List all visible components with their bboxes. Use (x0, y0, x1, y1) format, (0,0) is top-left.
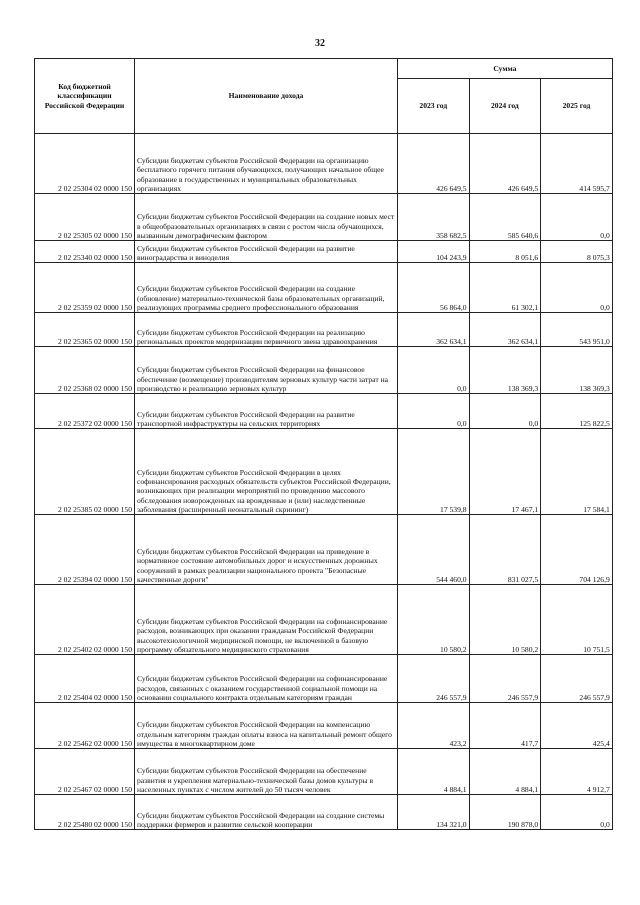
table-row (35, 347, 613, 394)
row-value-2024: 138 369,3 (469, 347, 541, 394)
row-value-2023: 134 321,0 (398, 795, 470, 830)
row-code: 2 02 25402 02 0000 150 (35, 585, 135, 655)
row-code: 2 02 25467 02 0000 150 (35, 749, 135, 795)
row-code: 2 02 25305 02 0000 150 (35, 194, 135, 241)
row-code: 2 02 25385 02 0000 150 (35, 429, 135, 515)
row-code: 2 02 25404 02 0000 150 (35, 655, 135, 703)
row-value-2025: 8 075,3 (541, 241, 613, 263)
row-value-2025: 246 557,9 (541, 655, 613, 703)
row-value-2025: 543 951,0 (541, 313, 613, 347)
row-value-2024: 585 640,6 (469, 194, 541, 241)
row-value-2023: 246 557,9 (398, 655, 470, 703)
row-value-2025: 0,0 (541, 194, 613, 241)
row-value-2023: 104 243,9 (398, 241, 470, 263)
row-value-2024: 8 051,6 (469, 241, 541, 263)
header-name: Наименование дохода (135, 59, 398, 134)
table-row (35, 134, 613, 194)
row-value-2024: 831 027,5 (469, 515, 541, 585)
table-row (35, 795, 613, 830)
header-code: Код бюджетной классификации Российской Федерации (35, 59, 135, 134)
row-code: 2 02 25394 02 0000 150 (35, 515, 135, 585)
row-name: Субсидии бюджетам субъектов Российской Федерации на реализацию региональных проектов модернизации первичного звена здравоохранения (135, 313, 398, 347)
row-name: Субсидии бюджетам субъектов Российской Федерации на создание новых мест в общеобразовательных организациях в связи с ростом числа обучающихся, вызванным демографическим фактором (135, 194, 398, 241)
row-value-2023: 426 649,5 (398, 134, 470, 194)
row-value-2025: 0,0 (541, 263, 613, 313)
row-value-2025: 0,0 (541, 795, 613, 830)
row-value-2024: 4 884,1 (469, 749, 541, 795)
row-value-2023: 10 580,2 (398, 585, 470, 655)
row-value-2023: 4 884,1 (398, 749, 470, 795)
row-value-2025: 4 912,7 (541, 749, 613, 795)
row-code: 2 02 25372 02 0000 150 (35, 394, 135, 429)
row-name: Субсидии бюджетам субъектов Российской Федерации на софинансирование расходов, возникающих при оказании гражданам Российской Федерации высокотехнологичной медицинской помощи, не включенной в базовую программу обязательного медицинского страхования (135, 585, 398, 655)
row-name: Субсидии бюджетам субъектов Российской Федерации на софинансирование расходов, связанных с оказанием государственной социальной помощи на основании социального контракта отдельным категориям граждан (135, 655, 398, 703)
row-value-2025: 425,4 (541, 703, 613, 749)
row-value-2024: 61 302,1 (469, 263, 541, 313)
table-row (35, 703, 613, 749)
table-row (35, 194, 613, 241)
row-name: Субсидии бюджетам субъектов Российской Федерации на организацию бесплатного горячего питания обучающихся, получающих начальное общее образование в государственных и муниципальных образовательных организациях (135, 134, 398, 194)
row-name: Субсидии бюджетам субъектов Российской Федерации на развитие виноградарства и виноделия (135, 241, 398, 263)
row-name: Субсидии бюджетам субъектов Российской Федерации на финансовое обеспечение (возмещение) производителям зерновых культур части затрат на производство и реализацию зерновых культур (135, 347, 398, 394)
row-value-2025: 704 126,9 (541, 515, 613, 585)
table-row (35, 515, 613, 585)
row-value-2023: 0,0 (398, 347, 470, 394)
row-name: Субсидии бюджетам субъектов Российской Федерации на развитие транспортной инфраструктуры на сельских территориях (135, 394, 398, 429)
table-row (35, 394, 613, 429)
row-value-2023: 56 864,0 (398, 263, 470, 313)
row-code: 2 02 25480 02 0000 150 (35, 795, 135, 830)
row-code: 2 02 25365 02 0000 150 (35, 313, 135, 347)
row-name: Субсидии бюджетам субъектов Российской Федерации на компенсацию отдельным категориям граждан оплаты взноса на капитальный ремонт общего имущества в многоквартирном доме (135, 703, 398, 749)
row-value-2023: 358 682,5 (398, 194, 470, 241)
row-value-2024: 417,7 (469, 703, 541, 749)
row-code: 2 02 25359 02 0000 150 (35, 263, 135, 313)
row-code: 2 02 25462 02 0000 150 (35, 703, 135, 749)
row-value-2025: 414 595,7 (541, 134, 613, 194)
row-value-2025: 17 584,1 (541, 429, 613, 515)
row-value-2024: 17 467,1 (469, 429, 541, 515)
row-value-2024: 246 557,9 (469, 655, 541, 703)
page-number: 32 (315, 38, 325, 49)
header-year-2024: 2024 год (469, 79, 541, 134)
row-code: 2 02 25368 02 0000 150 (35, 347, 135, 394)
row-value-2024: 10 580,2 (469, 585, 541, 655)
header-year-2025: 2025 год (541, 79, 613, 134)
table-row (35, 429, 613, 515)
table-row (35, 655, 613, 703)
budget-revenue-table (34, 58, 613, 830)
row-name: Субсидии бюджетам субъектов Российской Федерации на создание (обновление) материально-технической базы образовательных организаций, реализующих программы среднего профессионального образования (135, 263, 398, 313)
row-value-2023: 17 539,8 (398, 429, 470, 515)
table-row (35, 241, 613, 263)
row-value-2024: 426 649,5 (469, 134, 541, 194)
row-value-2023: 544 460,0 (398, 515, 470, 585)
row-value-2025: 138 369,3 (541, 347, 613, 394)
row-value-2024: 190 878,0 (469, 795, 541, 830)
row-value-2023: 362 634,1 (398, 313, 470, 347)
row-value-2023: 423,2 (398, 703, 470, 749)
row-code: 2 02 25304 02 0000 150 (35, 134, 135, 194)
row-code: 2 02 25340 02 0000 150 (35, 241, 135, 263)
table-row (35, 263, 613, 313)
row-value-2023: 0,0 (398, 394, 470, 429)
table-row (35, 313, 613, 347)
row-name: Субсидии бюджетам субъектов Российской Федерации в целях софинансирования расходных обязательств субъектов Российской Федерации, возникающих при реализации мероприятий по проведению массового обследования новорожденных на врожденные и (или) наследственные заболевания (расширенный неонатальный скрининг) (135, 429, 398, 515)
table-row (35, 585, 613, 655)
row-value-2025: 10 751,5 (541, 585, 613, 655)
row-name: Субсидии бюджетам субъектов Российской Федерации на обеспечение развития и укрепления материально-технической базы домов культуры в населенных пунктах с числом жителей до 50 тысяч человек (135, 749, 398, 795)
row-name: Субсидии бюджетам субъектов Российской Федерации на создание системы поддержки фермеров и развитие сельской кооперации (135, 795, 398, 830)
header-sum: Сумма (398, 59, 613, 79)
row-value-2025: 125 822,5 (541, 394, 613, 429)
row-value-2024: 0,0 (469, 394, 541, 429)
table-row (35, 749, 613, 795)
row-value-2024: 362 634,1 (469, 313, 541, 347)
row-name: Субсидии бюджетам субъектов Российской Федерации на приведение в нормативное состояние автомобильных дорог и искусственных дорожных сооружений в рамках реализации национального проекта "Безопасные качественные дороги" (135, 515, 398, 585)
header-year-2023: 2023 год (398, 79, 470, 134)
